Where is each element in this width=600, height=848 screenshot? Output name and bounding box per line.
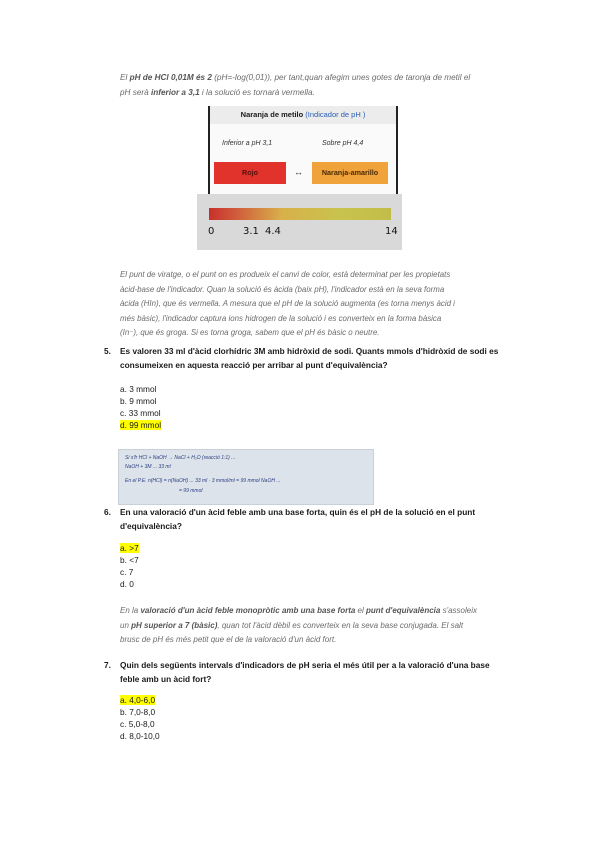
scale-label-4-4: 4.4 (265, 226, 281, 237)
q6-option-c[interactable]: c. 7 (120, 567, 134, 577)
q7-option-d[interactable]: d. 8,0-10,0 (120, 731, 160, 741)
q5-option-d-selected[interactable]: d. 99 mmol (120, 420, 162, 430)
question-number: 6. (104, 507, 111, 517)
intro-paragraph: El pH de HCl 0,01M és 2 (pH=-log(0,01)), per tant,quan afegim unes gotes de taronja de metil el pH serà inferior a 3,1 i la solució es tornarà vermella. (120, 73, 471, 97)
q6-options (120, 542, 139, 590)
q6-option-b[interactable]: b. <7 (120, 555, 139, 565)
q6-option-d[interactable]: d. 0 (120, 579, 134, 589)
q5-option-b[interactable]: b. 9 mmol (120, 396, 157, 406)
low-ph-label: Inferior a pH 3,1 (222, 140, 273, 147)
turning-point-paragraph: El punt de viratge, o el punt on es produeix el canvi de color, està determinat per les propietats àcid-base de l'indicador. Quan la solució és àcida (baix pH), l'indicador està en la seva forma àcida (HIn), que és vermella. A mesura que el pH de la solució augmenta (es torna menys àcid i més bàsic), l'indicador captura ions hidrogen de la solució i es converteix en la forma bàsica (In⁻), que és groga. Si es torna groga, sabem que el pH és bàsic o neutre. (120, 270, 455, 337)
question-number: 7. (104, 660, 111, 670)
q5-options (120, 383, 161, 431)
indicator-table (208, 106, 398, 196)
scale-label-3-1: 3.1 (243, 226, 259, 237)
q5-option-a[interactable]: a. 3 mmol (120, 384, 157, 394)
question-number: 5. (104, 346, 111, 356)
indicator-link[interactable]: (Indicador de pH ) (305, 110, 366, 119)
q7-option-a-selected[interactable]: a. 4,0-6,0 (120, 695, 156, 705)
high-ph-label: Sobre pH 4,4 (322, 140, 364, 147)
high-color-swatch: Naranja-amarillo (312, 162, 388, 184)
intro-bold-2: inferior a 3,1 (150, 87, 200, 97)
intro-bold-1: pH de HCl 0,01M és 2 (129, 73, 212, 82)
scale-label-14: 14 (385, 226, 398, 237)
q6-option-a-selected[interactable]: a. >7 (120, 543, 139, 553)
ph-scale-image (197, 194, 402, 250)
indicator-header: Naranja de metilo (Indicador de pH ) (210, 106, 396, 124)
double-arrow-icon: ↔ (294, 167, 303, 177)
q7-option-c[interactable]: c. 5,0-8,0 (120, 719, 155, 729)
handwritten-solution-image: Si s'fr HCl + NaOH → NaCl + H₂O (reacció 1:1) ... NaOH + 3M ... 33 ml En el P.E. n(HCl) = n(NaOH) ... 33 ml · 3 mmol/ml = 99 mmol NaOH ... = 99 mmol (118, 449, 374, 505)
q5-option-c[interactable]: c. 33 mmol (120, 408, 161, 418)
scale-label-0: 0 (208, 226, 215, 237)
q7-option-b[interactable]: b. 7,0-8,0 (120, 707, 156, 717)
low-color-swatch: Rojo (214, 162, 286, 184)
q7-options (120, 694, 160, 742)
ph-gradient-bar (209, 208, 391, 220)
q6-explanation: En la valoració d'un àcid feble monopròtic amb una base forta el punt d'equivalència s'assoleix un pH superior a 7 (bàsic), quan tot l'àcid dèbil es converteix en la seva base conjugada. El salt brusc de pH és més petit que el de la valoració d'un àcid fort. (120, 606, 477, 644)
